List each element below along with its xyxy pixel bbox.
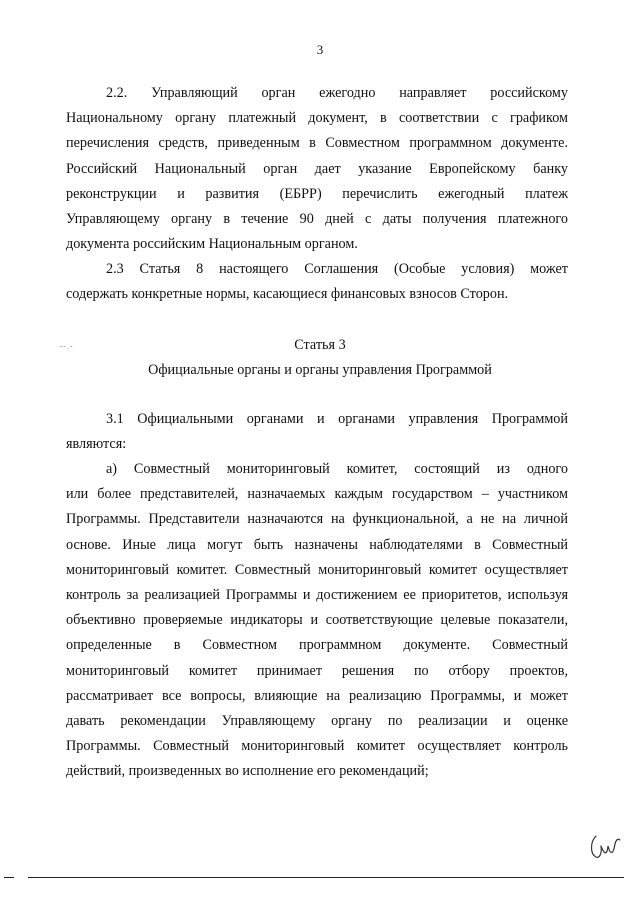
text-line: 2.2. Управляющий орган ежегодно направляет российскому xyxy=(106,85,568,101)
paragraph-2-3 xyxy=(66,257,568,307)
footer-rule xyxy=(28,877,624,878)
scan-artifact: ˜˜·˜ xyxy=(60,345,74,353)
text-line: содержать конкретные нормы, касающиеся финансовых взносов Сторон. xyxy=(66,286,509,303)
article-title: Статья 3 xyxy=(294,337,346,353)
margin-tick xyxy=(4,877,14,878)
text-line: рассматривает все вопросы, влияющие на реализацию Программы, и может xyxy=(66,687,568,704)
article-subtitle: Официальные органы и органы управления Программой xyxy=(148,362,492,378)
text-line: Управляющему органу в течение 90 дней с даты получения платежного xyxy=(66,211,568,228)
paragraph-item-a xyxy=(66,457,568,785)
text-line: Национальному органу платежный документ, в соответствии с графиком xyxy=(66,110,568,127)
paragraph-3-1 xyxy=(66,407,568,457)
text-line: мониторинговый комитет. Совместный мониторинговый комитет осуществляет xyxy=(66,561,568,578)
text-line: Программы. Представители назначаются на функциональной, а не на личной xyxy=(66,511,568,528)
text-line: давать рекомендации Управляющему органу по реализации и оценке xyxy=(66,713,568,730)
paragraph-2-2 xyxy=(66,81,568,257)
text-line: мониторинговый комитет принимает решения по отбору проектов, xyxy=(66,662,568,679)
text-line: основе. Иные лица могут быть назначены наблюдателями в Совместный xyxy=(66,536,568,553)
page-number: 3 xyxy=(316,42,324,57)
text-line: Российский Национальный орган дает указание Европейскому банку xyxy=(66,160,568,177)
text-line: 2.3 Статья 8 настоящего Соглашения (Особые условия) может xyxy=(106,261,568,277)
text-line: Программы. Совместный мониторинговый комитет осуществляет контроль xyxy=(66,738,568,755)
text-line: 3.1 Официальными органами и органами управления Программой xyxy=(106,411,568,427)
text-line: документа российским Национальным органом. xyxy=(66,236,358,253)
text-line: являются: xyxy=(66,436,127,453)
text-line: или более представителей, назначаемых каждым государством – участником xyxy=(66,486,568,503)
text-line: контроль за реализацией Программы и достижением ее приоритетов, используя xyxy=(66,587,568,604)
text-line: а) Совместный мониторинговый комитет, состоящий из одного xyxy=(106,461,568,477)
text-line: реконструкции и развития (ЕБРР) перечислить ежегодный платеж xyxy=(66,185,568,202)
text-line: определенные в Совместном программном документе. Совместный xyxy=(66,637,568,654)
text-line: объективно проверяемые индикаторы и соответствующие целевые показатели, xyxy=(66,612,568,629)
text-line: действий, произведенных во исполнение его рекомендаций; xyxy=(66,763,429,780)
handwritten-initials xyxy=(588,832,622,862)
text-line: перечисления средств, приведенным в Совместном программном документе. xyxy=(66,135,568,152)
